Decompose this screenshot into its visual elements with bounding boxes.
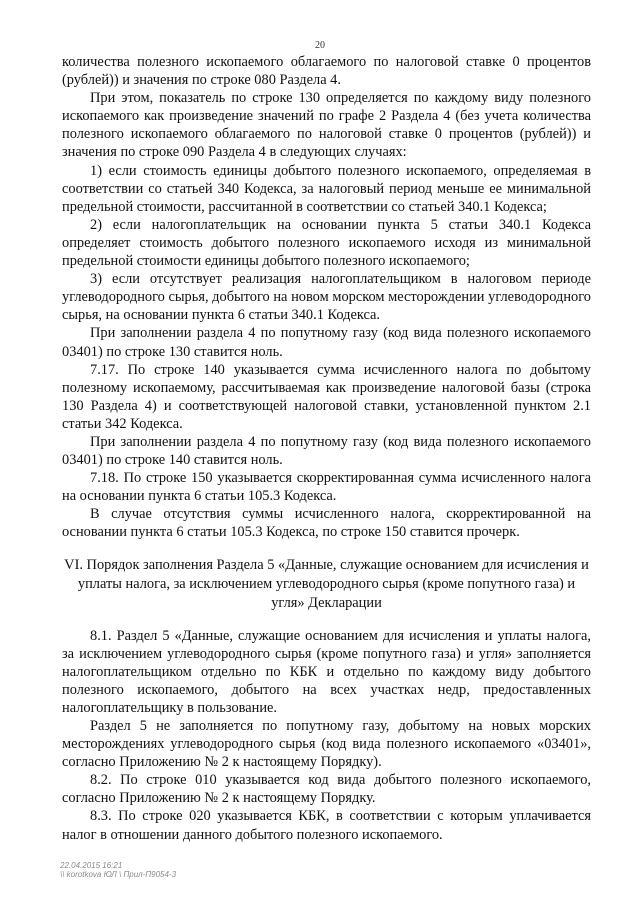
paragraph: При заполнении раздела 4 по попутному газу (код вида полезного ископаемого 03401) по строке 140 ставится ноль. [62, 433, 591, 469]
paragraph: 8.3. По строке 020 указывается КБК, в соответствии с которым уплачивается налог в отношении данного добытого полезного ископаемого. [62, 808, 591, 843]
section-heading: VI. Порядок заполнения Раздела 5 «Данные, служащие основанием для исчисления и уплаты налога, за исключением углеводородного сырья (кроме попутного газа) и угля» Декларации [64, 556, 589, 611]
paragraph: 2) если налогоплательщик на основании пункта 5 статьи 340.1 Кодекса определяет стоимость добытого полезного ископаемого исходя из минимальной предельной стоимости единицы добытого полезного ископаемого; [62, 216, 591, 270]
footer-file-path: \\ korotkova ЮЛ \ Прил-П9054-3 [60, 870, 177, 879]
paragraph: В случае отсутствия суммы исчисленного налога, скорректированной на основании пункта 6 статьи 105.3 Кодекса, по строке 150 ставится прочерк. [62, 506, 591, 541]
paragraph: 8.2. По строке 010 указывается код вида добытого полезного ископаемого, согласно Приложению № 2 к настоящему Порядку. [62, 772, 591, 807]
paragraph: Раздел 5 не заполняется по попутному газу, добытому на новых морских месторождениях углеводородного сырья (код вида полезного ископаемого «03401», согласно Приложению № 2 к настоящему Порядку). [62, 718, 591, 771]
paragraph: 1) если стоимость единицы добытого полезного ископаемого, определяемая в соответствии со статьей 340 Кодекса, за налоговый период меньше ее минимальной предельной стоимости, рассчитанной в соответствии со статьей 340.1 Кодекса; [62, 162, 591, 215]
paragraph: 3) если отсутствует реализация налогоплательщиком в налоговом периоде углеводородного сырья, добытого на новом морском месторождении углеводородного сырья, на основании пункта 6 статьи 340.1 Кодекса. [62, 271, 591, 324]
paragraph: При заполнении раздела 4 по попутному газу (код вида полезного ископаемого 03401) по строке 130 ставится ноль. [62, 325, 591, 360]
paragraph: При этом, показатель по строке 130 определяется по каждому виду полезного ископаемого как произведение значений по графе 2 Раздела 4 (без учета количества полезного ископаемого облагаемого по налоговой ставке 0 процентов (рублей)) и значения по строке 090 Раздела 4 в следующих случаях: [62, 90, 591, 161]
paragraph: 7.18. По строке 150 указывается скорректированная сумма исчисленного налога на основании пункта 6 статьи 105.3 Кодекса. [62, 470, 591, 505]
page-number: 20 [315, 40, 325, 51]
paragraph: 8.1. Раздел 5 «Данные, служащие основанием для исчисления и уплаты налога, за исключением углеводородного сырья (кроме попутного газа) и угля» заполняется налогоплательщиком отдельно по КБК и отдельно по каждому виду добытого полезного ископаемого, добытого на всех участках недр, предоставленных налогоплательщику в пользование. [62, 627, 591, 716]
footer-timestamp: 22.04.2015 16:21 [60, 861, 123, 870]
paragraph: 7.17. По строке 140 указывается сумма исчисленного налога по добытому полезному ископаемому, рассчитываемая как произведение налоговой базы (строка 130 Раздела 4) и соответствующей налоговой ставки, установленной пунктом 2.1 статьи 342 Кодекса. [62, 361, 591, 432]
document-footer [60, 861, 176, 879]
document-body [62, 53, 591, 844]
paragraph: количества полезного ископаемого облагаемого по налоговой ставке 0 процентов (рублей)) и значения по строке 080 Раздела 4. [62, 54, 591, 89]
